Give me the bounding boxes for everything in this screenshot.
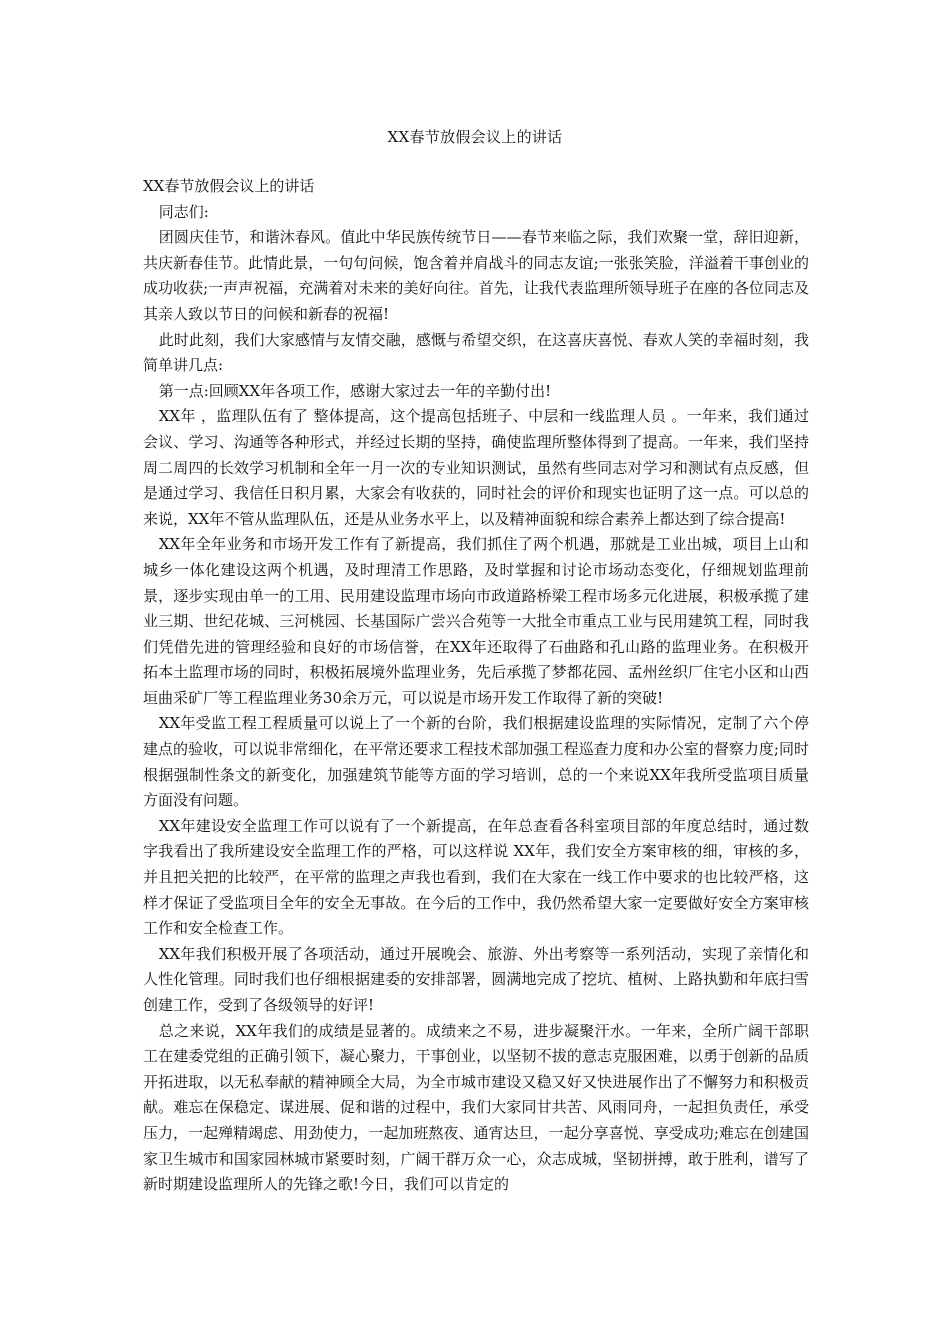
document-subtitle: XX春节放假会议上的讲话 bbox=[143, 177, 315, 195]
paragraph: 总之来说，XX年我们的成绩是显著的。成绩来之不易，进步凝聚汗水。一年来，全所广阔干部职工在建委党组的正确引领下，凝心聚力，干事创业，以坚韧不拔的意志克服困难，以勇于创新的品质开拓进取，以无私奉献的精神顾全大局，为全市城市建设又稳又好又快进展作出了不懈努力和积极贡献。难忘在保稳定、谋进展、促和谐的过程中，我们大家同甘共苦、风雨同舟，一起担负责任，承受压力，一起殚精竭虑、用劲使力，一起加班熬夜、通宵达旦，一起分享喜悦、享受成功;难忘在创建国家卫生城市和国家园林城市紧要时刻，广阔干群万众一心，众志成城，坚韧拼搏，敢于胜利，谱写了新时期建设监理所人的先锋之歌!今日，我们可以肯定的 bbox=[143, 1021, 809, 1194]
paragraph: 此时此刻，我们大家感情与友情交融，感慨与希望交织，在这喜庆喜悦、春欢人笑的幸福时刻，我简单讲几点: bbox=[143, 330, 809, 375]
paragraph: 第一点:回顾XX年各项工作，感谢大家过去一年的辛勤付出! bbox=[158, 381, 552, 400]
paragraph: XX年全年业务和市场开发工作有了新提高，我们抓住了两个机遇，那就是工业出城，项目上山和城乡一体化建设这两个机遇，及时理清工作思路，及时掌握和讨论市场动态变化，仔细规划监理前景，逐步实现由单一的工用、民用建设监理市场向市政道路桥梁工程市场多元化进展，积极承揽了建业三期、世纪花城、三河桃园、长基国际广尝兴合苑等一大批全市重点工业与民用建筑工程，同时我们凭借先进的管理经验和良好的市场信誉，在XX年还取得了石曲路和孔山路的监理业务。在积极开拓本土监理市场的同时，积极拓展境外监理业务，先后承揽了梦都花园、孟州丝织厂住宅小区和山西垣曲采矿厂等工程监理业务30余万元，可以说是市场开发工作取得了新的突破! bbox=[143, 535, 809, 707]
paragraph: XX年建设安全监理工作可以说有了一个新提高，在年总查看各科室项目部的年度总结时，通过数字我看出了我所建设安全监理工作的严格，可以这样说 XX年，我们安全方案审核的细，审核的多，并且把关把的比较严，在平常的监理之声我也看到，我们在大家在一线工作中要求的也比较严格，这样才保证了受监项目全年的安全无事故。在今后的工作中，我仍然希望大家一定要做好安全方案审核工作和安全检查工作。 bbox=[143, 816, 809, 938]
paragraph: XX年 ，监理队伍有了 整体提高，这个提高包括班子、中层和一线监理人员 。一年来，我们通过会议、学习、沟通等各种形式，并经过长期的坚持，确使监理所整体得到了提高。一年来，我们坚持周二周四的长效学习机制和全年一月一次的专业知识测试，虽然有些同志对学习和测试有点反感，但是通过学习、我信任日积月累，大家会有收获的，同时社会的评价和现实也证明了这一点。可以总的来说，XX年不管从监理队伍，还是从业务水平上，以及精神面貌和综合素养上都达到了综合提高! bbox=[143, 407, 809, 528]
paragraph: XX年受监工程工程质量可以说上了一个新的台阶，我们根据建设监理的实际情况，定制了六个停建点的验收，可以说非常细化，在平常还要求工程技术部加强工程巡查力度和办公室的督察力度;同时根据强制性条文的新变化，加强建筑节能等方面的学习培训，总的一个来说XX年我所受监项目质量方面没有问题。 bbox=[143, 714, 809, 810]
paragraph: XX年我们积极开展了各项活动，通过开展晚会、旅游、外出考察等一系列活动，实现了亲情化和人性化管理。同时我们也仔细根据建委的安排部署，圆满地完成了挖坑、植树、上路执勤和年底扫雪创建工作，受到了各级领导的好评! bbox=[143, 944, 809, 1014]
document-body bbox=[143, 174, 809, 1198]
document-title: XX春节放假会议上的讲话 bbox=[387, 128, 563, 146]
salutation: 同志们: bbox=[158, 202, 209, 221]
paragraph: 团圆庆佳节，和谐沐春风。值此中华民族传统节日——春节来临之际，我们欢聚一堂，辞旧迎新，共庆新春佳节。此情此景，一句句问候，饱含着并肩战斗的同志友谊;一张张笑脸，洋溢着干事创业的成功收获;一声声祝福，充满着对未来的美好向往。首先，让我代表监理所领导班子在座的各位同志及其亲人致以节日的问候和新春的祝福! bbox=[143, 228, 809, 323]
